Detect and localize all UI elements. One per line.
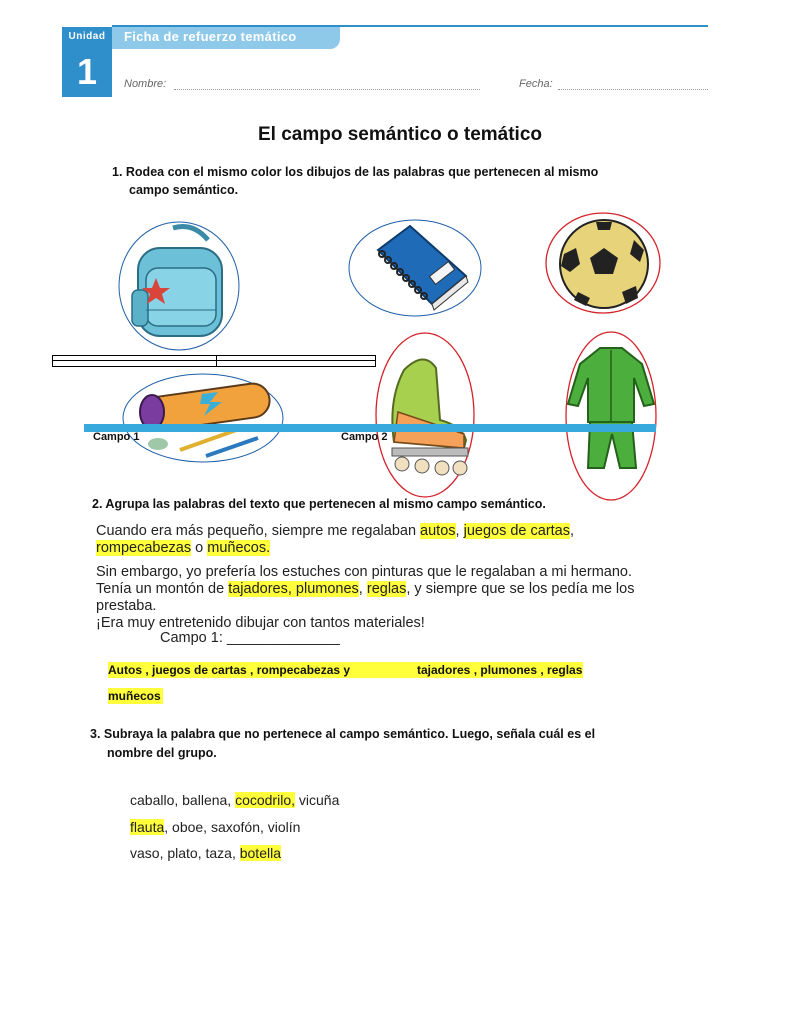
page-title: El campo semántico o temático [257, 124, 543, 145]
table-row-line [52, 360, 376, 361]
answer-campo-1-a: Autos , juegos de cartas , rompecabezas y [108, 662, 413, 678]
worksheet-type: Ficha de refuerzo temático [124, 29, 297, 44]
q3-row-3 [130, 845, 281, 861]
text-span: o [191, 540, 208, 556]
tracksuit-icon [564, 330, 658, 502]
roller-skate-icon [374, 330, 478, 500]
highlight-autos: autos [420, 523, 456, 539]
campo-1-label: Campo 1 [93, 431, 140, 443]
text-span: , [570, 523, 575, 539]
backpack-icon [118, 220, 244, 352]
text-span: vaso, plato, taza, [130, 845, 240, 861]
campo-1-field[interactable]: Campo 1: ______________ [160, 630, 340, 646]
q3-row-2 [130, 819, 300, 835]
text-span: Sin embargo, yo prefería los estuches con pinturas que le regalaban a mi hermano. [96, 564, 633, 580]
date-label: Fecha: [519, 78, 553, 90]
text-span: , oboe, saxofón, violín [164, 819, 301, 835]
q2-paragraph-2 [96, 564, 696, 631]
question-3-line2: nombre del grupo. [107, 746, 217, 760]
highlight-tajadores: tajadores, plumones [228, 581, 359, 597]
unit-label: Unidad [68, 31, 106, 42]
highlight-juegos: juegos de cartas [463, 523, 570, 539]
answer-campo-2: tajadores , plumones , reglas [413, 662, 583, 678]
campo-2-label: Campo 2 [341, 431, 388, 443]
highlight-reglas: reglas [366, 581, 407, 597]
text-span: ¡Era muy entretenido dibujar con tantos materiales! [96, 615, 425, 631]
pencil-case-icon [122, 372, 286, 464]
unit-number: 1 [76, 51, 98, 92]
notebook-icon [348, 218, 484, 318]
q3-row-1 [130, 792, 339, 808]
highlight-rompecabezas: rompecabezas [96, 540, 192, 556]
name-label: Nombre: [124, 78, 167, 90]
answer-campo-1-b: muñecos [108, 688, 163, 704]
text-span: Tenía un montón de [96, 581, 229, 597]
name-field[interactable] [174, 88, 480, 90]
question-1-line1: 1. Rodea con el mismo color los dibujos de las palabras que pertenecen al mismo [112, 165, 599, 179]
question-2-heading: 2. Agrupa las palabras del texto que pertenecen al mismo campo semántico. [92, 497, 546, 511]
question-1-line2: campo semántico. [129, 183, 239, 197]
text-span: prestaba. [96, 598, 157, 614]
text-span: , [455, 523, 464, 539]
table-frame [52, 355, 376, 367]
question-3-line1: 3. Subraya la palabra que no pertenece al campo semántico. Luego, señala cuál es el [90, 727, 596, 741]
text-span: caballo, ballena, [130, 792, 236, 808]
soccer-ball-icon [544, 210, 664, 316]
highlight-cocodrilo: cocodrilo, [235, 792, 295, 808]
text-span: , y siempre que se los pedía me los [406, 581, 635, 597]
highlight-munecos: muñecos. [207, 540, 271, 556]
highlight-botella: botella [239, 845, 281, 861]
highlight-flauta: flauta [130, 819, 165, 835]
date-field[interactable] [558, 88, 708, 90]
q2-paragraph-1 [96, 523, 696, 557]
text-span: vicuña [295, 792, 340, 808]
text-span: , [358, 581, 367, 597]
text-span: Cuando era más pequeño, siempre me regalaban [96, 523, 421, 539]
table-column-line [216, 355, 217, 367]
